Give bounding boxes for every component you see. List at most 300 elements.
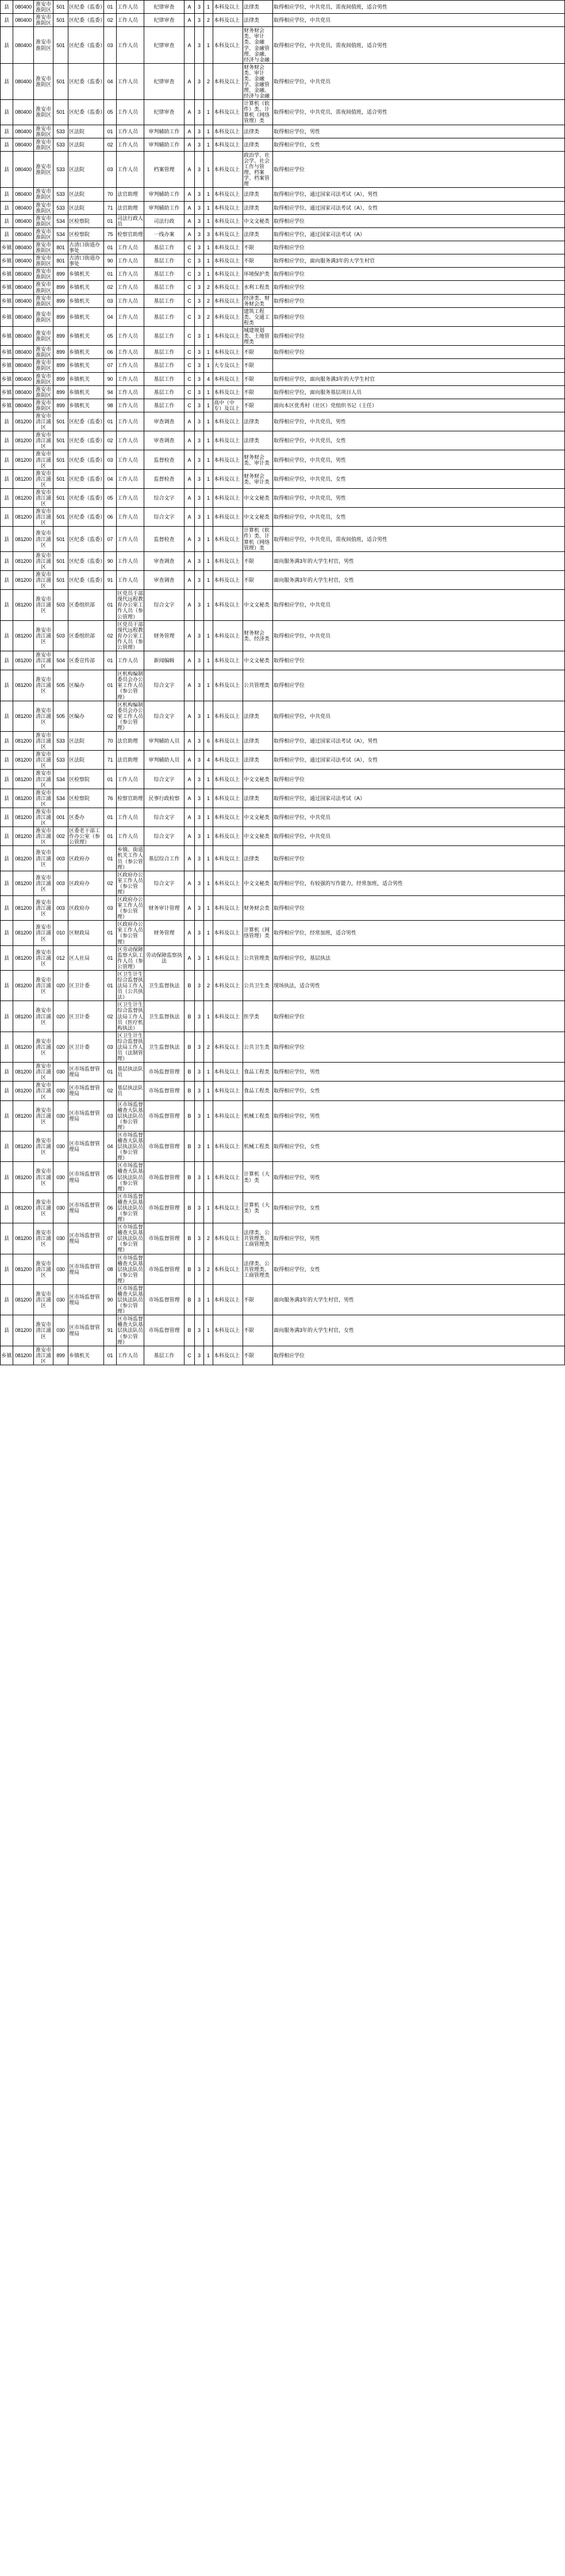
duty-cell: 综合文字 [144,701,185,731]
other-conditions-cell: 取得相应学位，通过国家司法考试（A），男性 [273,188,565,201]
exam-level-cell: 3 [195,945,204,970]
duty-cell: 审查调查 [144,412,185,431]
duty-cell: 市场监督管理 [144,1063,185,1082]
position-name-cell: 工作人员 [117,770,144,789]
org-code-cell: 001 [53,808,68,827]
education-cell: 本科及以上 [213,1001,243,1032]
other-conditions-cell: 取得相应学位，通过国家司法考试（A），女性 [273,751,565,770]
duty-cell: 市场监督管理 [144,1223,185,1254]
exam-type-cell: A [185,27,195,63]
headcount-cell: 1 [204,871,213,895]
education-cell: 本科及以上 [213,1082,243,1100]
level-cell: 乡镇 [1,1346,13,1365]
exam-type-cell: A [185,450,195,469]
table-row [1,1315,565,1346]
table-row [1,326,565,345]
education-cell: 本科及以上 [213,1032,243,1062]
headcount-cell: 4 [204,751,213,770]
position-name-cell: 区卫生计生综合监督执法局工作人员（公共执法） [117,971,144,1001]
headcount-cell: 1 [204,399,213,412]
org-code-cell: 501 [53,412,68,431]
level-cell: 县 [1,827,13,846]
other-conditions-cell: 取得相应学位，中共党员 [273,620,565,651]
org-code-cell: 899 [53,268,68,281]
duty-cell: 财务管理 [144,921,185,945]
organization-cell: 古清口街道办事处 [68,254,104,268]
duty-cell: 基层工作 [144,372,185,385]
table-row [1,431,565,450]
other-conditions-cell: 取得相应学位 [273,307,565,326]
area-cell: 淮安市淮阴区 [34,201,53,214]
level-cell: 县 [1,227,13,241]
duty-cell: 审判辅助工作 [144,138,185,151]
area-cell: 淮安市清江浦区 [34,751,53,770]
headcount-cell: 1 [204,254,213,268]
area-cell: 淮安市淮阴区 [34,399,53,412]
organization-cell: 区编办 [68,701,104,731]
org-code-cell: 503 [53,590,68,620]
level-cell: 县 [1,789,13,808]
level-cell: 县 [1,1315,13,1346]
major-cell: 法律类 [243,731,273,750]
education-cell: 本科及以上 [213,326,243,345]
area-cell: 淮安市淮阴区 [34,281,53,294]
table-row [1,450,565,469]
organization-cell: 区卫计委 [68,1001,104,1032]
exam-level-cell: 3 [195,1,204,14]
position-name-cell: 工作人员 [117,385,144,399]
level-cell: 县 [1,921,13,945]
table-row [1,151,565,187]
organization-cell: 区市场监督管理局 [68,1315,104,1346]
duty-cell: 档案管理 [144,151,185,187]
unit-code-cell: 081200 [13,789,34,808]
headcount-cell: 1 [204,827,213,846]
org-code-cell: 501 [53,488,68,507]
headcount-cell: 1 [204,359,213,372]
position-code-cell: 98 [104,399,117,412]
other-conditions-cell: 取得相应学位，通过国家司法考试（A），男性 [273,731,565,750]
exam-type-cell: A [185,431,195,450]
headcount-cell: 1 [204,1,213,14]
other-conditions-cell: 面向本区优秀村（社区）党组织书记（主任） [273,399,565,412]
table-row [1,751,565,770]
education-cell: 本科及以上 [213,527,243,551]
unit-code-cell: 081200 [13,701,34,731]
area-cell: 淮安市清江浦区 [34,551,53,570]
position-code-cell: 02 [104,620,117,651]
headcount-cell: 1 [204,151,213,187]
other-conditions-cell: 取得相应学位，面向服务基层项目人员 [273,385,565,399]
position-name-cell: 工作人员 [117,100,144,125]
education-cell: 本科及以上 [213,151,243,187]
area-cell: 淮安市清江浦区 [34,1063,53,1082]
exam-level-cell: 3 [195,731,204,750]
level-cell: 县 [1,808,13,827]
area-cell: 淮安市清江浦区 [34,1131,53,1161]
area-cell: 淮安市清江浦区 [34,1254,53,1284]
unit-code-cell: 081200 [13,1284,34,1315]
position-code-cell: 05 [104,326,117,345]
education-cell: 本科及以上 [213,14,243,27]
position-name-cell: 工作人员 [117,14,144,27]
major-cell: 建筑工程类、交通工程类 [243,307,273,326]
duty-cell: 纪律审查 [144,27,185,63]
level-cell: 县 [1,431,13,450]
other-conditions-cell: 取得相应学位 [273,846,565,871]
level-cell: 乡镇 [1,385,13,399]
exam-level-cell: 3 [195,651,204,670]
table-row [1,268,565,281]
table-row [1,399,565,412]
area-cell: 淮安市淮阴区 [34,372,53,385]
area-cell: 淮安市清江浦区 [34,1001,53,1032]
major-cell: 法律类 [243,201,273,214]
major-cell: 环境保护类 [243,268,273,281]
duty-cell: 基层工作 [144,241,185,254]
duty-cell: 市场监督管理 [144,1100,185,1131]
exam-level-cell: 3 [195,241,204,254]
area-cell: 淮安市淮阴区 [34,326,53,345]
position-name-cell: 区政府办公室工作人员（参公管理） [117,921,144,945]
level-cell: 乡镇 [1,326,13,345]
table-row [1,125,565,138]
organization-cell: 乡镇机关 [68,294,104,307]
exam-type-cell: B [185,1131,195,1161]
position-name-cell: 区劳动保障监察大队工作人员（参公管理） [117,946,144,970]
duty-cell: 审判辅助人员 [144,731,185,750]
organization-cell: 乡镇机关 [68,372,104,385]
org-code-cell: 002 [53,827,68,846]
position-name-cell: 司法行政人员 [117,215,144,227]
organization-cell: 区纪委（监委） [68,63,104,99]
exam-type-cell: A [185,125,195,138]
major-cell: 法律类 [243,188,273,201]
level-cell: 县 [1,1254,13,1284]
area-cell: 淮安市淮阴区 [34,294,53,307]
other-conditions-cell: 取得相应学位，女性 [273,1082,565,1100]
level-cell: 乡镇 [1,254,13,268]
area-cell: 淮安市清江浦区 [34,469,53,488]
duty-cell: 卫生监督执法 [144,1001,185,1032]
duty-cell: 审查调查 [144,551,185,570]
level-cell: 县 [1,551,13,570]
unit-code-cell: 081200 [13,570,34,589]
headcount-cell: 1 [204,570,213,589]
duty-cell: 基层工作 [144,254,185,268]
duty-cell: 卫生监督执法 [144,970,185,1001]
position-code-cell: 01 [104,590,117,620]
major-cell: 不限 [243,1346,273,1365]
unit-code-cell: 081200 [13,1254,34,1284]
position-name-cell: 区市场监督稽查大队基层执法队员（参公管理） [117,1254,144,1284]
exam-type-cell: A [185,488,195,507]
position-code-cell: 06 [104,346,117,359]
position-code-cell: 01 [104,770,117,789]
org-code-cell: 501 [53,27,68,63]
exam-type-cell: A [185,188,195,201]
position-code-cell: 01 [104,1,117,14]
level-cell: 县 [1,125,13,138]
other-conditions-cell: 取得相应学位，女性 [273,1192,565,1223]
unit-code-cell: 080400 [13,188,34,201]
unit-code-cell: 081200 [13,1346,34,1365]
level-cell: 乡镇 [1,241,13,254]
position-name-cell: 区市场监督稽查大队基层执法队员（参公管理） [117,1316,144,1345]
position-name-cell: 法官助理 [117,751,144,770]
organization-cell: 区法院 [68,731,104,750]
position-code-cell: 03 [104,294,117,307]
area-cell: 淮安市清江浦区 [34,1284,53,1315]
education-cell: 本科及以上 [213,896,243,921]
education-cell: 本科及以上 [213,1254,243,1284]
major-cell: 不限 [243,570,273,589]
duty-cell: 市场监督管理 [144,1131,185,1161]
education-cell: 本科及以上 [213,268,243,281]
unit-code-cell: 080400 [13,326,34,345]
major-cell: 公共管理类 [243,945,273,970]
position-code-cell: 01 [104,945,117,970]
unit-code-cell: 081200 [13,751,34,770]
exam-type-cell: B [185,1315,195,1346]
organization-cell: 区政府办 [68,871,104,895]
unit-code-cell: 081200 [13,827,34,846]
unit-code-cell: 081200 [13,412,34,431]
org-code-cell: 030 [53,1082,68,1100]
level-cell: 县 [1,1192,13,1223]
position-code-cell: 01 [104,670,117,701]
other-conditions-cell: 取得相应学位，中共党员，女性 [273,469,565,488]
unit-code-cell: 080400 [13,125,34,138]
duty-cell: 司法行政 [144,214,185,227]
position-code-cell: 07 [104,1223,117,1254]
unit-code-cell: 081200 [13,731,34,750]
level-cell: 县 [1,1001,13,1032]
level-cell: 县 [1,63,13,99]
exam-type-cell: A [185,871,195,895]
position-code-cell: 91 [104,1315,117,1346]
headcount-cell: 2 [204,14,213,27]
exam-type-cell: A [185,100,195,125]
org-code-cell: 899 [53,385,68,399]
area-cell: 淮安市清江浦区 [34,1082,53,1100]
unit-code-cell: 081200 [13,1192,34,1223]
area-cell: 淮安市清江浦区 [34,970,53,1001]
headcount-cell: 1 [204,431,213,450]
major-cell: 不限 [243,359,273,372]
position-name-cell: 工作人员 [117,1,144,14]
organization-cell: 区编办 [68,670,104,701]
exam-level-cell: 3 [195,1346,204,1365]
education-cell: 本科及以上 [213,1192,243,1223]
education-cell: 本科及以上 [213,431,243,450]
exam-level-cell: 3 [195,808,204,827]
unit-code-cell: 080400 [13,399,34,412]
headcount-cell: 6 [204,731,213,750]
area-cell: 淮安市淮阴区 [34,1,53,14]
major-cell: 食品工程类 [243,1063,273,1082]
level-cell: 乡镇 [1,281,13,294]
education-cell: 本科及以上 [213,1,243,14]
org-code-cell: 899 [53,346,68,359]
level-cell: 县 [1,731,13,750]
exam-type-cell: B [185,1162,195,1192]
area-cell: 淮安市淮阴区 [34,151,53,187]
exam-type-cell: C [185,254,195,268]
duty-cell: 市场监督管理 [144,1082,185,1100]
organization-cell: 区委组织部 [68,620,104,651]
unit-code-cell: 081200 [13,1032,34,1062]
duty-cell: 审判辅助工作 [144,201,185,214]
position-code-cell: 01 [104,970,117,1001]
org-code-cell: 003 [53,896,68,921]
org-code-cell: 501 [53,551,68,570]
exam-type-cell: A [185,921,195,945]
headcount-cell: 1 [204,1346,213,1365]
org-code-cell: 501 [53,508,68,527]
duty-cell: 监督检查 [144,450,185,469]
major-cell: 中文文秘类 [243,590,273,620]
education-cell: 本科及以上 [213,570,243,589]
education-cell: 本科及以上 [213,651,243,670]
education-cell: 本科及以上 [213,214,243,227]
position-code-cell: 06 [104,1192,117,1223]
position-code-cell: 03 [104,450,117,469]
area-cell: 淮安市清江浦区 [34,1223,53,1254]
position-code-cell: 01 [104,827,117,846]
organization-cell: 区纪委（监委） [68,488,104,507]
exam-type-cell: A [185,14,195,27]
table-row [1,214,565,227]
other-conditions-cell: 取得相应学位，男性 [273,125,565,138]
organization-cell: 区纪委（监委） [68,14,104,27]
organization-cell: 乡镇机关 [68,346,104,359]
exam-type-cell: A [185,138,195,151]
headcount-cell: 2 [204,1254,213,1284]
position-name-cell: 工作人员 [117,570,144,589]
level-cell: 县 [1,590,13,620]
headcount-cell: 1 [204,670,213,701]
major-cell: 不限 [243,241,273,254]
other-conditions-cell: 取得相应学位，基层执法 [273,945,565,970]
exam-type-cell: B [185,1284,195,1315]
other-conditions-cell [273,359,565,372]
unit-code-cell: 080400 [13,385,34,399]
unit-code-cell: 080400 [13,294,34,307]
table-row [1,412,565,431]
position-name-cell: 工作人员 [117,551,144,570]
position-code-cell: 94 [104,385,117,399]
position-name-cell: 工作人员 [117,450,144,469]
education-cell: 本科及以上 [213,670,243,701]
table-row [1,1063,565,1082]
organization-cell: 区市场监督管理局 [68,1192,104,1223]
education-cell: 本科及以上 [213,508,243,527]
major-cell: 法律类、公共管理类、工商管理类 [243,1254,273,1284]
table-row [1,770,565,789]
level-cell: 县 [1,527,13,551]
exam-level-cell: 3 [195,412,204,431]
duty-cell: 审查调查 [144,570,185,589]
duty-cell: 基层工作 [144,326,185,345]
level-cell: 乡镇 [1,372,13,385]
major-cell: 机械工程类 [243,1131,273,1161]
unit-code-cell: 081200 [13,670,34,701]
education-cell: 本科及以上 [213,701,243,731]
organization-cell: 区纪委（监委） [68,469,104,488]
position-name-cell: 乡镇、街道机关工作人员（参公管理） [117,847,144,870]
exam-level-cell: 3 [195,701,204,731]
position-name-cell: 工作人员 [117,488,144,507]
major-cell: 中文文秘类 [243,488,273,507]
unit-code-cell: 081200 [13,846,34,871]
major-cell: 医学类 [243,1001,273,1032]
position-code-cell: 71 [104,201,117,214]
major-cell: 法律类 [243,1,273,14]
unit-code-cell: 081200 [13,1315,34,1346]
level-cell: 县 [1,871,13,895]
exam-type-cell: A [185,590,195,620]
major-cell: 中文文秘类 [243,827,273,846]
org-code-cell: 501 [53,570,68,589]
position-name-cell: 工作人员 [117,508,144,527]
table-row [1,1192,565,1223]
exam-level-cell: 3 [195,551,204,570]
headcount-cell: 1 [204,789,213,808]
major-cell: 法律类 [243,14,273,27]
headcount-cell: 4 [204,372,213,385]
organization-cell: 乡镇机关 [68,307,104,326]
organization-cell: 区纪委（监委） [68,1,104,14]
other-conditions-cell: 取得相应学位，中共党员，女性 [273,431,565,450]
table-row [1,1284,565,1315]
position-code-cell: 01 [104,651,117,670]
other-conditions-cell: 取得相应学位 [273,1032,565,1062]
exam-level-cell: 3 [195,281,204,294]
exam-type-cell: C [185,294,195,307]
organization-cell: 区检察院 [68,214,104,227]
exam-type-cell: B [185,1192,195,1223]
table-row [1,527,565,551]
organization-cell: 区政府办 [68,846,104,871]
exam-level-cell: 3 [195,450,204,469]
unit-code-cell: 081200 [13,1131,34,1161]
major-cell: 计算机（大类）类 [243,1162,273,1192]
other-conditions-cell: 取得相应学位，中共党员，需夜间值班，适合男性 [273,1,565,14]
other-conditions-cell: 取得相应学位，中共党员 [273,590,565,620]
unit-code-cell: 081200 [13,508,34,527]
major-cell: 财务财会类、审计类、金融学、金融管理、金融、经济与金融 [243,63,273,99]
position-name-cell: 基层执法队员 [117,1063,144,1082]
position-name-cell: 工作人员 [117,808,144,827]
org-code-cell: 533 [53,125,68,138]
other-conditions-cell: 取得相应学位，通过国家司法考试（A），女性 [273,201,565,214]
unit-code-cell: 081200 [13,896,34,921]
org-code-cell: 030 [53,1063,68,1082]
exam-type-cell: B [185,1223,195,1254]
headcount-cell: 1 [204,1131,213,1161]
duty-cell: 综合文字 [144,488,185,507]
exam-type-cell: A [185,670,195,701]
organization-cell: 区检察院 [68,789,104,808]
unit-code-cell: 080400 [13,214,34,227]
exam-type-cell: A [185,945,195,970]
unit-code-cell: 080400 [13,227,34,241]
education-cell: 本科及以上 [213,1223,243,1254]
position-code-cell: 07 [104,527,117,551]
position-code-cell: 05 [104,1162,117,1192]
education-cell: 本科及以上 [213,241,243,254]
